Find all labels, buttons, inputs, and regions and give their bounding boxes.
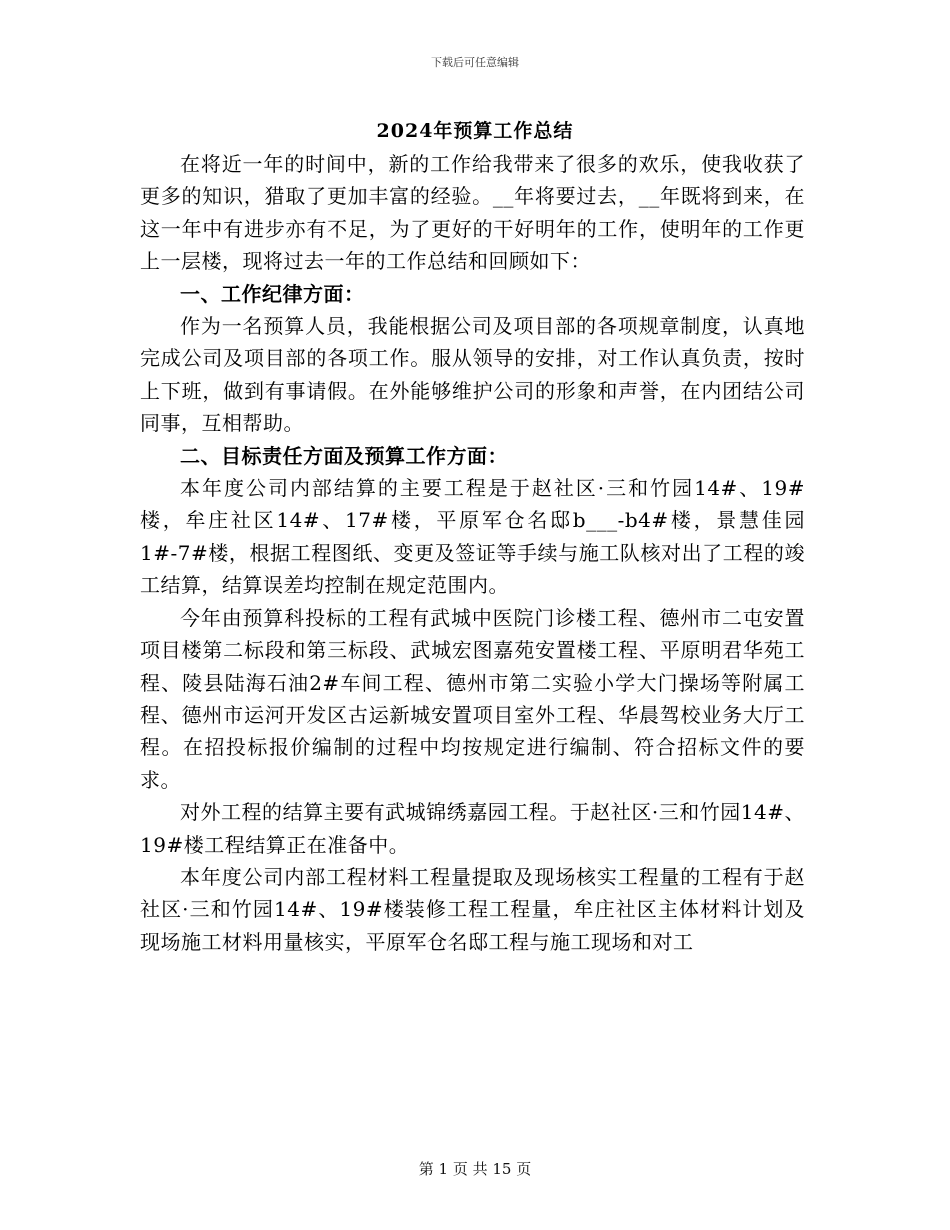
- quantity-paragraph: 本年度公司内部工程材料工程量提取及现场核实工程量的工程有于赵社区·三和竹园14#、19#楼装修工程工程量，牟庄社区主体材料计划及现场施工材料用量核实，平原军仓名邸工程与施工现场和对工: [140, 864, 805, 954]
- intro-paragraph: 在将近一年的时间中，新的工作给我带来了很多的欢乐，使我收获了更多的知识，猎取了更加丰富的经验。__年将要过去，__年既将到来，在这一年中有进步亦有不足，为了更好的干好明年的工作，使明年的工作更上一层楼，现将过去一年的工作总结和回顾如下：: [140, 152, 805, 274]
- document-title: 2024年预算工作总结: [376, 120, 574, 142]
- external-settlement-paragraph: 对外工程的结算主要有武城锦绣嘉园工程。于赵社区·三和竹园14#、19#楼工程结算正在准备中。: [140, 800, 805, 857]
- document-body: [140, 148, 805, 958]
- internal-settlement-paragraph: 本年度公司内部结算的主要工程是于赵社区·三和竹园14#、19#楼，牟庄社区14#、17#楼，平原军仓名邸b___-b4#楼，景慧佳园1#-7#楼，根据工程图纸、变更及签证等手续与施工队核对出了工程的竣工结算，结算误差均控制在规定范围内。: [140, 476, 805, 598]
- header-note: 下载后可任意编辑: [431, 56, 519, 69]
- bidding-paragraph: 今年由预算科投标的工程有武城中医院门诊楼工程、德州市二屯安置项目楼第二标段和第三标段、武城宏图嘉苑安置楼工程、平原明君华苑工程、陵县陆海石油2#车间工程、德州市第二实验小学大门操场等附属工程、德州市运河开发区古运新城安置项目室外工程、华晨驾校业务大厅工程。在招投标报价编制的过程中均按规定进行编制、符合招标文件的要求。: [140, 605, 805, 792]
- page-number-footer: 第 1 页 共 15 页: [418, 1160, 532, 1178]
- discipline-paragraph: 作为一名预算人员，我能根据公司及项目部的各项规章制度，认真地完成公司及项目部的各项工作。服从领导的安排，对工作认真负责，按时上下班，做到有事请假。在外能够维护公司的形象和声誉，在内团结公司同事，互相帮助。: [140, 314, 805, 436]
- section-heading-targets: 二、目标责任方面及预算工作方面：: [180, 443, 508, 468]
- section-heading-discipline: 一、工作纪律方面：: [180, 281, 365, 306]
